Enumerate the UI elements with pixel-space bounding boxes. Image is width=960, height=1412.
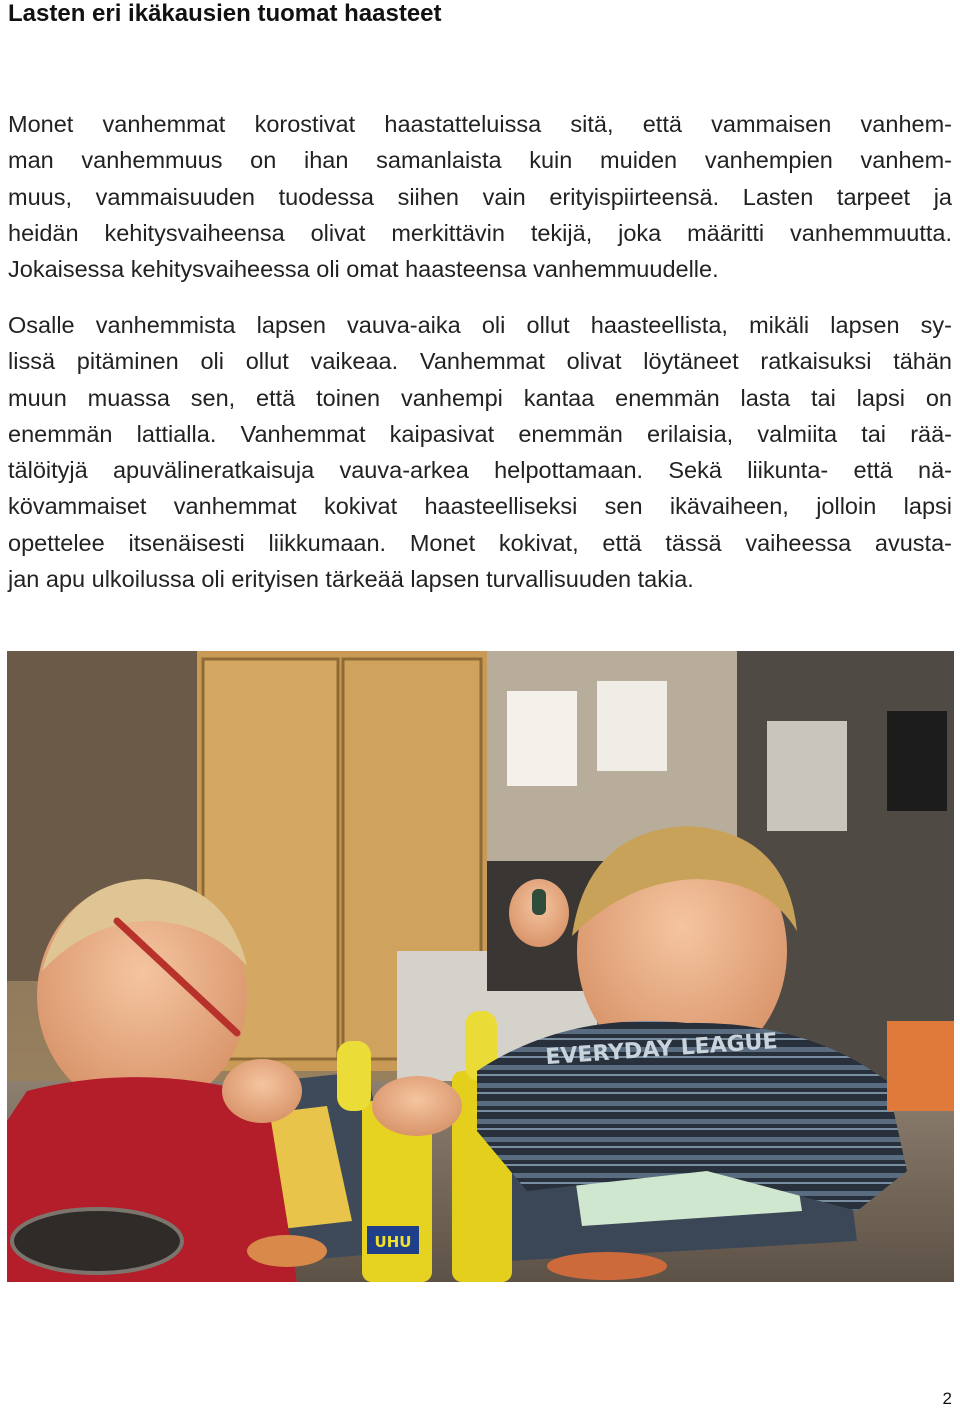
photo-glue-label-text: UHU — [374, 1233, 412, 1251]
paragraph-line: kövammaiset vanhemmat kokivat haasteelliseksi sen ikävaiheen, jolloin lapsi — [8, 493, 952, 520]
paragraph-line: opettelee itsenäisesti liikkumaan. Monet kokivat, että tässä vaiheessa avusta- — [8, 529, 952, 556]
paragraph-line: Osalle vanhemmista lapsen vauva-aika oli ollut haasteellista, mikäli lapsen sy- — [8, 312, 952, 338]
page-title: Lasten eri ikäkausien tuomat haasteet — [8, 0, 442, 27]
photo-craft-pieces — [547, 1252, 667, 1280]
paragraph-line: muus, vammaisuuden tuodessa siihen vain erityispiirteensä. Lasten tarpeet ja — [8, 183, 952, 210]
photo-small-boy-hand — [222, 1059, 302, 1123]
paragraph-line: heidän kehitysvaiheensa olivat merkittävin tekijä, joka määritti vanhemmuutta. — [8, 219, 952, 246]
photo-black-box — [887, 711, 947, 811]
paragraph-line: lissä pitäminen oli ollut vaikeaa. Vanhemmat olivat löytäneet ratkaisuksi tähän — [8, 348, 952, 375]
children-crafting-photo — [7, 651, 954, 1282]
photo-glue-cap — [337, 1041, 371, 1111]
photo-board — [767, 721, 847, 831]
paragraph-line: tälöityjä apuvälineratkaisuja vauva-arkea helpottamaan. Sekä liikunta- että nä- — [8, 457, 952, 484]
paragraph-line: man vanhemmuus on ihan samanlaista kuin muiden vanhempien vanhem- — [8, 147, 952, 174]
paragraph-2 — [8, 307, 952, 597]
photo-notice-paper — [597, 681, 667, 771]
photo-marker — [532, 889, 546, 915]
page-number: 2 — [942, 1389, 952, 1408]
photo-notice-paper — [507, 691, 577, 786]
photo-craft-pieces — [247, 1235, 327, 1267]
paragraph-line: muun muassa sen, että toinen vanhempi kantaa enemmän lasta tai lapsi on — [8, 384, 952, 411]
photo-sweater-print: EVERYDAY LEAGUE — [544, 1028, 779, 1071]
paragraph-line: jan apu ulkoilussa oli erityisen tärkeää lapsen turvallisuuden takia. — [8, 566, 694, 593]
photo-orange-box — [887, 1021, 954, 1111]
photo-magnifier — [12, 1209, 182, 1273]
paragraph-line: Monet vanhemmat korostivat haastatteluissa sitä, että vammaisen vanhem- — [8, 111, 952, 137]
paragraph-line: Jokaisessa kehitysvaiheessa oli omat haasteensa vanhemmuudelle. — [8, 256, 719, 283]
paragraph-line: enemmän lattialla. Vanhemmat kaipasivat enemmän erilaisia, valmiita tai rää- — [8, 420, 952, 447]
paragraph-1 — [8, 106, 952, 287]
photo-small-boy-arm — [372, 1076, 462, 1136]
photo-illustration — [7, 651, 954, 1282]
